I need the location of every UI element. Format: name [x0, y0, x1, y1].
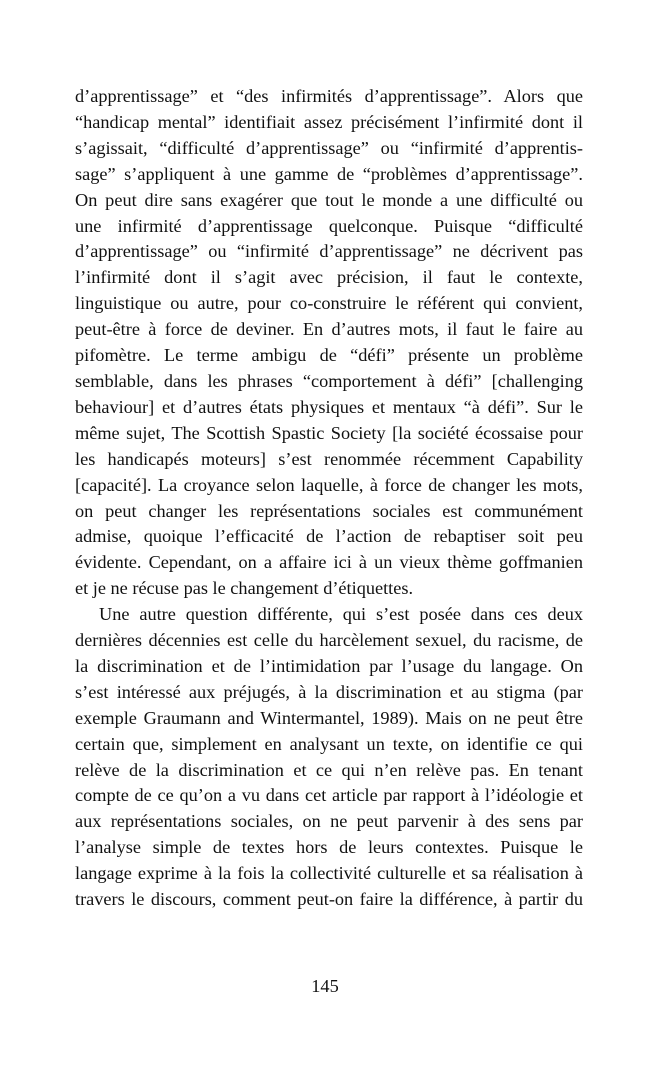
paragraph-start-line: Une autre question différente, qui s’est posée dans ces deux — [99, 604, 583, 625]
text-line: s’est intéressé aux préjugés, à la discrimination et au stigma (par — [75, 681, 583, 702]
text-line: [capacité]. La croyance selon laquelle, à force de changer les mots, — [75, 474, 583, 495]
text-line: On peut dire sans exagérer que tout le monde a une difficulté ou — [75, 189, 583, 210]
text-line: langage exprime à la fois la collectivité culturelle et sa réalisation à — [75, 863, 583, 884]
text-line: “handicap mental” identifiait assez précisément l’infirmité dont il — [75, 111, 583, 132]
text-line: une infirmité d’apprentissage quelconque. Puisque “difficulté — [75, 215, 583, 236]
text-line: même sujet, The Scottish Spastic Society [la société écossaise pour — [75, 422, 583, 443]
text-line: l’infirmité dont il s’agit avec précision, il faut le contexte, — [75, 267, 583, 288]
text-line: dernières décennies est celle du harcèlement sexuel, du racisme, de — [75, 630, 583, 651]
text-line: exemple Graumann and Wintermantel, 1989). Mais on ne peut être — [75, 707, 583, 728]
text-line: d’apprentissage” ou “infirmité d’apprentissage” ne décrivent pas — [75, 241, 583, 262]
text-line: travers le discours, comment peut-on faire la différence, à partir du — [75, 889, 583, 910]
text-line: évidente. Cependant, on a affaire ici à un vieux thème goffmanien — [75, 552, 583, 573]
text-line: l’analyse simple de textes hors de leurs contextes. Puisque le — [75, 837, 583, 858]
text-line: admise, quoique l’efficacité de l’action de rebaptiser soit peu — [75, 526, 583, 547]
text-line: behaviour] et d’autres états physiques et mentaux “à défi”. Sur le — [75, 396, 583, 417]
text-line: s’agissait, “difficulté d’apprentissage” ou “infirmité d’apprentis- — [75, 137, 583, 158]
text-line: on peut changer les représentations sociales est communément — [75, 500, 583, 521]
text-line: d’apprentissage” et “des infirmités d’apprentissage”. Alors que — [75, 86, 583, 106]
body-text — [75, 84, 583, 913]
text-line: relève de la discrimination et ce qui n’en relève pas. En tenant — [75, 759, 583, 780]
text-line: la discrimination et de l’intimidation par l’usage du langage. On — [75, 655, 583, 676]
text-line: compte de ce qu’on a vu dans cet article par rapport à l’idéologie et — [75, 785, 583, 806]
page-number: 145 — [311, 976, 339, 996]
text-line: sage” s’appliquent à une gamme de “problèmes d’apprentissage”. — [75, 163, 583, 184]
text-line: pifomètre. Le terme ambigu de “défi” présente un problème — [75, 345, 583, 366]
text-line: linguistique ou autre, pour co-construire le référent qui convient, — [75, 293, 583, 314]
text-line: semblable, dans les phrases “comportement à défi” [challenging — [75, 370, 583, 391]
text-line: les handicapés moteurs] s’est renommée récemment Capability — [75, 448, 583, 469]
text-line: certain que, simplement en analysant un texte, on identifie ce qui — [75, 733, 583, 754]
text-line: aux représentations sociales, on ne peut parvenir à des sens par — [75, 811, 583, 832]
text-line: et je ne récuse pas le changement d’étiquettes. — [75, 578, 414, 599]
text-line: peut-être à force de deviner. En d’autres mots, il faut le faire au — [75, 319, 583, 340]
